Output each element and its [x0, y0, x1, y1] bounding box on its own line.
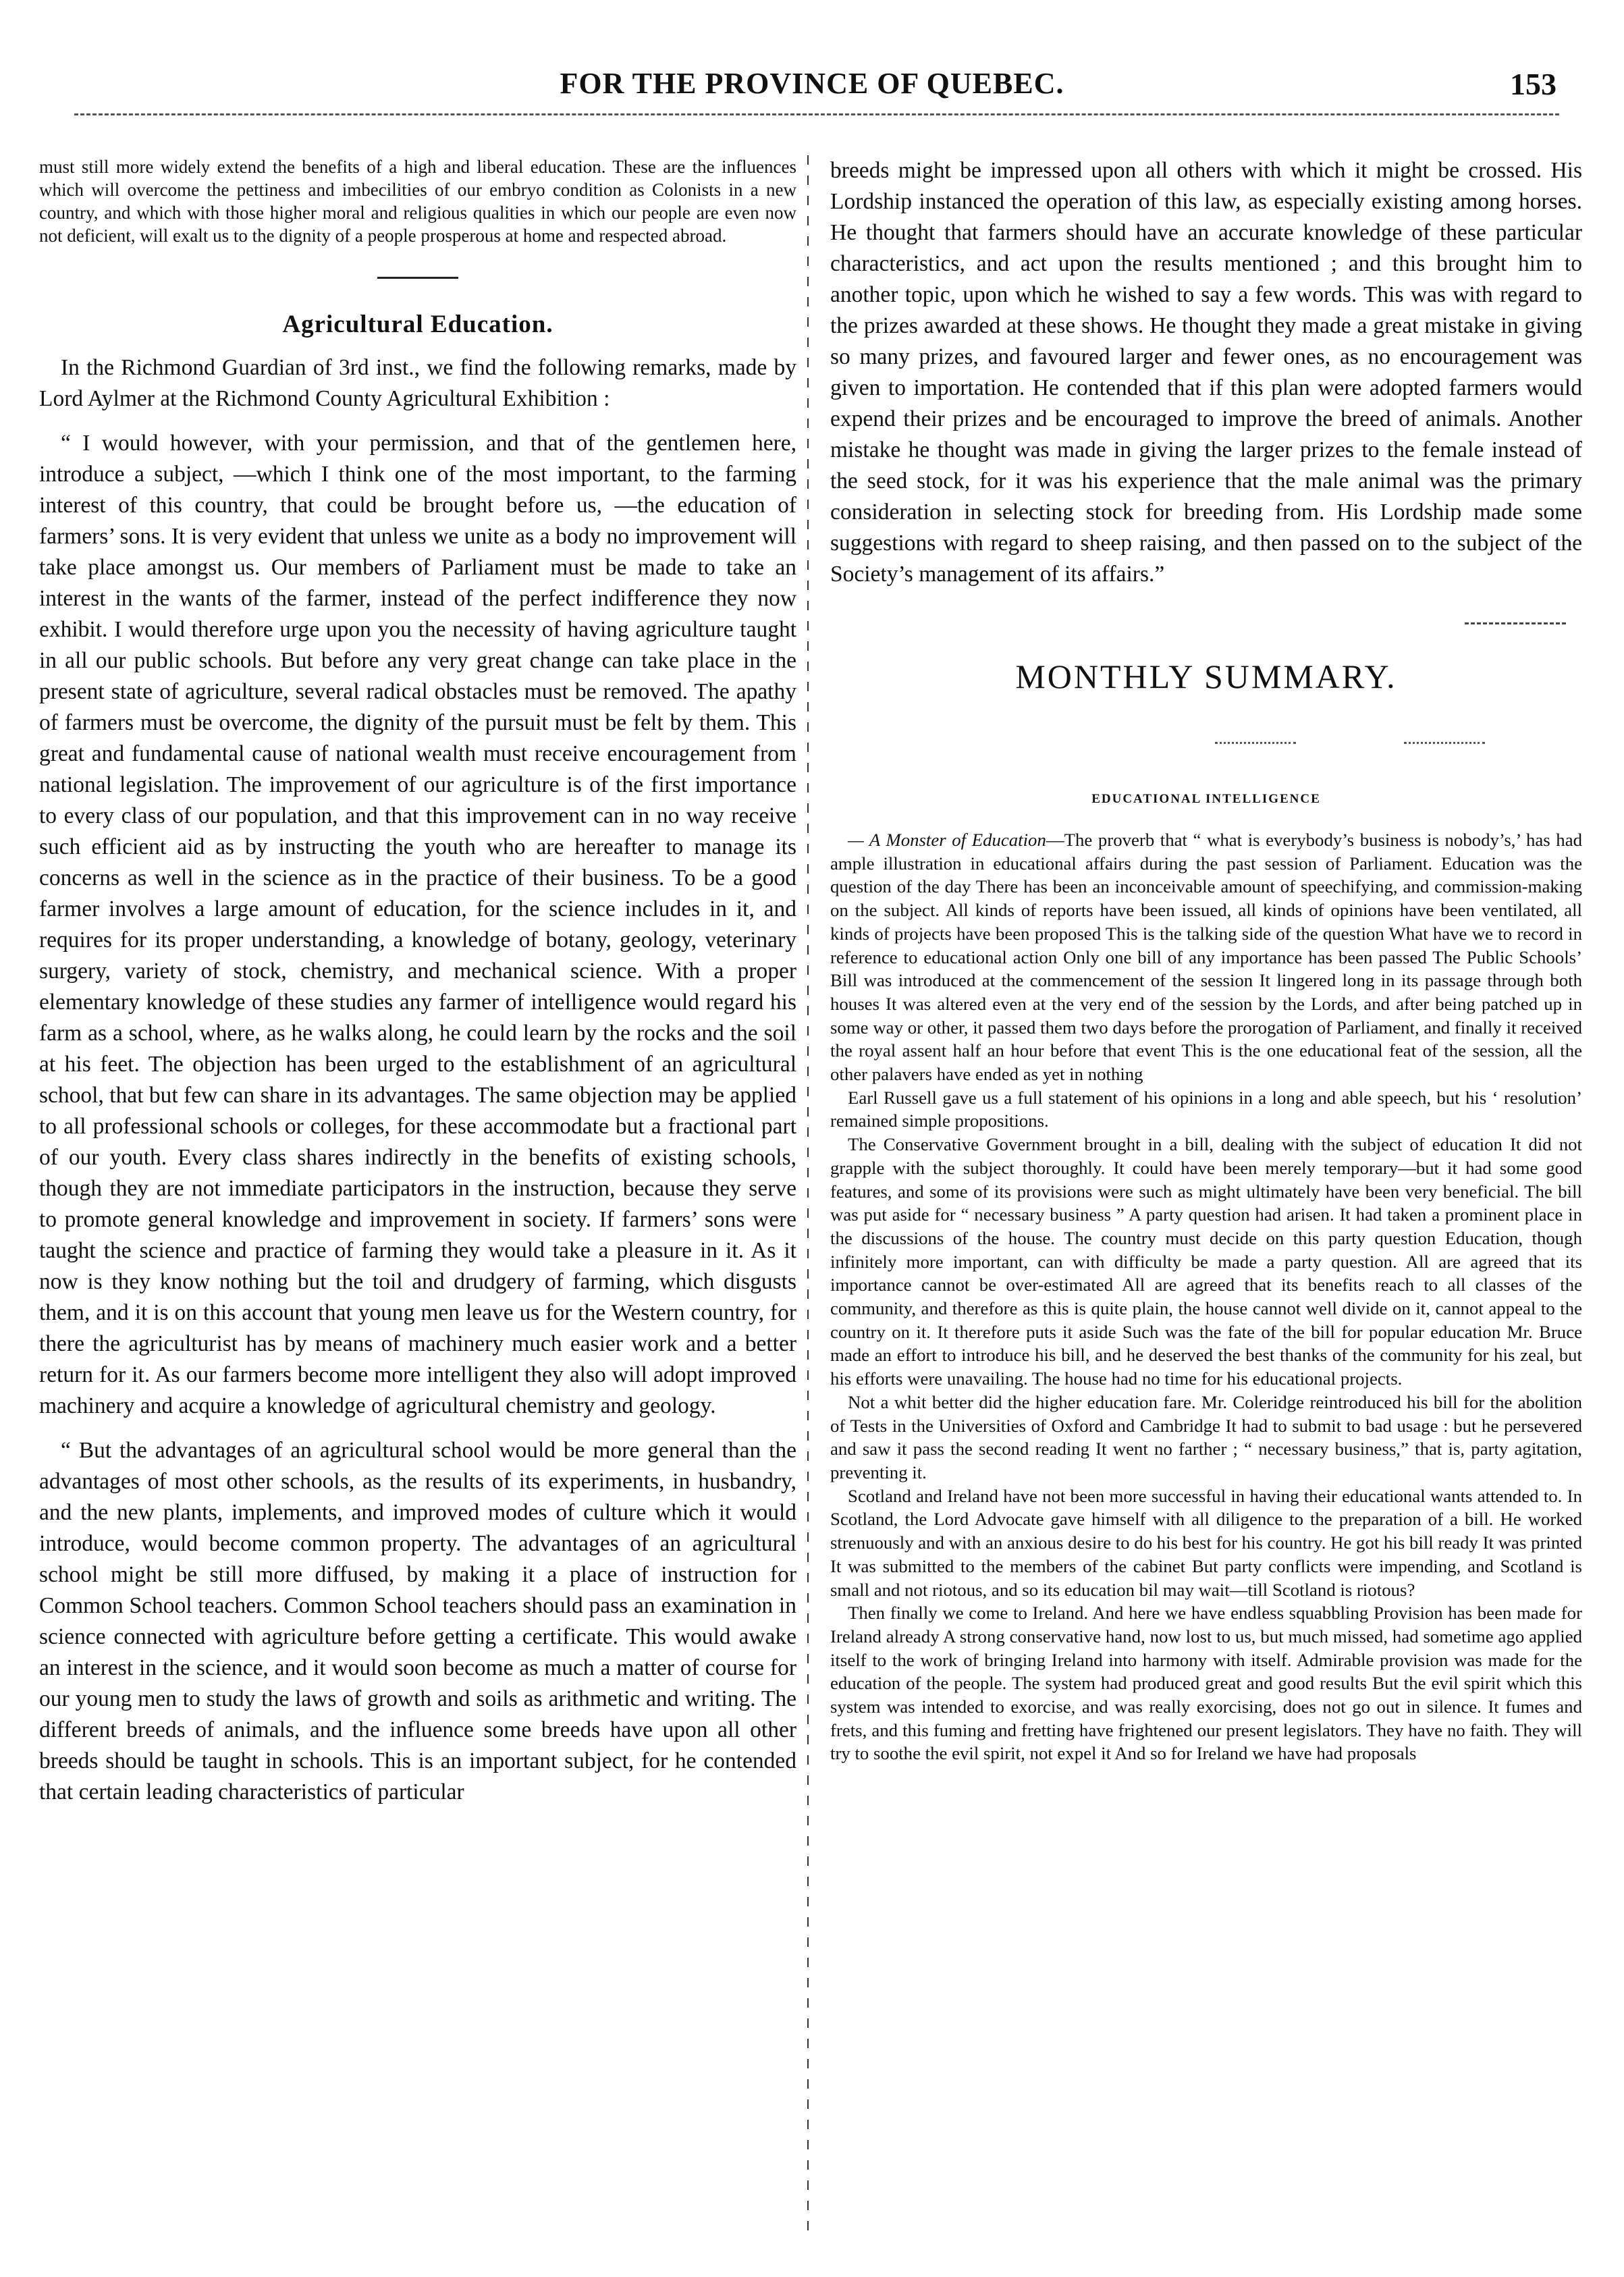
header-rule	[74, 113, 1559, 115]
continuation-paragraph: breeds might be impressed upon all others with which it might be crossed. His Lordship instanced the operation of this law, as especially existing among horses. He thought that farmers should have an accurate knowledge of these particular characteristics, and act upon the results mentioned ; and this brought him to another topic, upon which he wished to say a few words. This was with regard to the prizes awarded at these shows. He thought they made a great mistake in giving so many prizes, and favoured larger and fewer ones, as no encouragement was given to importation. He contended that if this plan were adopted farmers would expend their prizes and be encouraged to improve the breed of animals. Another mistake he thought was made in giving the larger prizes to the female instead of the seed stock, for it was his experience that the male animal was the primary consideration in selecting stock for breeding from. His Lordship made some suggestions with regard to sheep raising, and then passed on to the subject of the Society’s management of its affairs.”	[830, 158, 1582, 587]
ornamental-dots	[830, 736, 1582, 753]
left-column	[39, 155, 796, 1808]
page-number: 153	[1510, 67, 1557, 101]
section-divider	[377, 277, 458, 279]
summary-paragraph	[830, 828, 1582, 1086]
summary-paragraph: The Conservative Government brought in a bill, dealing with the subject of education It did not grapple with the subject thoroughly. It could have been merely temporary—but it had some good features, and some of its provisions were such as might ultimately have been very beneficial. The bill was put aside for “ necessary business ” A party question had arisen. It had taken a prominent place in the discussions of the house. The country must decide on this party question Education, though infinitely more important, can with difficulty be made a party question. All are agreed that its importance cannot be over-estimated All are agreed that its benefits reach to all classes of the community, and therefore as this is quite plain, the house cannot well divide on it, cannot appeal to the country on it. It therefore puts it aside Such was the fate of the bill for popular education Mr. Bruce made an effort to introduce his bill, and he deserved the best thanks of the community for his zeal, but his efforts were unavailing. The house had no time for his educational projects.	[830, 1134, 1582, 1389]
summary-paragraph: Earl Russell gave us a full statement of his opinions in a long and able speech, but his ‘ resolution’ remained simple propositions.	[830, 1087, 1582, 1131]
summary-paragraph: Scotland and Ireland have not been more successful in having their educational wants attended to. In Scotland, the Lord Advocate gave himself with all diligence to the preparation of a bill. He worked strenuously and with an anxious desire to do his best for his country. He got his bill ready It was printed It was submitted to the members of the cabinet But party conflicts were impending, and Scotland is small and not riotous, and so its education bil may wait—till Scotland is riotous?	[830, 1485, 1582, 1600]
section-heading: Agricultural Education.	[282, 311, 553, 338]
running-title: FOR THE PROVINCE OF QUEBEC.	[560, 67, 1064, 100]
column-divider	[807, 155, 809, 2241]
dashed-divider	[1465, 622, 1566, 624]
article-paragraph: “ I would however, with your permission, and that of the gentlemen here, introduce a subject, —which I think one of the most important, to the farming interest of this country, that could be brought before us, —the education of farmers’ sons. It is very evident that unless we unite as a body no improvement will take place amongst us. Our members of Parliament must be made to take an interest in the wants of the farmer, instead of the perfect indifference they now exhibit. I would therefore urge upon you the necessity of having agriculture taught in all our public schools. But before any very great change can take place in the present state of agriculture, several radical obstacles must be removed. The apathy of farmers must be overcome, the dignity of the pursuit must be felt by them. This great and fundamental cause of national wealth must receive encouragement from national legislation. The improvement of our agriculture is of the first importance to every class of our population, and that this improvement can in no way receive such efficient aid as by instructing the youth who are hereafter to manage its concerns as well in the science as in the practice of their business. To be a good farmer involves a large amount of education, for the science includes in it, and requires for its proper understanding, a knowledge of botany, geology, veterinary surgery, variety of stock, chemistry, and mechanical science. With a proper elementary knowledge of these studies any farmer of intelligence would regard his farm as a school, where, as he walks along, he could learn by the rocks and the soil at his feet. The objection has been urged to the establishment of an agricultural school, that but few can share in its advantages. The same objection may be applied to all professional schools or colleges, for these accommodate but a fractional part of our youth. Every class shares indirectly in the benefits of existing schools, though they are not immediate participators in the instruction, because they serve to promote general knowledge and improvement in society. If farmers’ sons were taught the science and practice of farming they would take a pleasure in it. As it now is they know nothing but the toil and drudgery of farming, which disgusts them, and it is on this account that young men leave us for the Western country, for there the agriculturist has by means of machinery much easier work and a better return for it. As our farmers become more intelligent they also will adopt improved machinery and acquire a knowledge of agricultural chemistry and geology.	[39, 431, 796, 1418]
summary-title: MONTHLY SUMMARY.	[1015, 658, 1397, 695]
article-paragraph: In the Richmond Guardian of 3rd inst., we find the following remarks, made by Lord Aylmer at the Richmond County Agricultural Exhibition :	[39, 355, 796, 411]
paragraph-body: —The proverb that “ what is everybody’s business is nobody’s,’ has had ample illustration in educational affairs during the past session of Parliament. Education was the question of the day There has been an inconceivable amount of speechifying, and commission-making on the subject. All kinds of reports have been issued, all kinds of opinions have been ventilated, all kinds of projects have been proposed This is the talking side of the question What have we to record in reference to educational action Only one bill of any importance has been passed The Public Schools’ Bill was introduced at the commencement of the session It lingered long in its passage through both houses It was altered even at the very end of the session by the Lords, and after being patched up in some way or other, it passed them two days before the prorogation of Parliament, and finally it received the royal assent half an hour before that event This is the one educational feat of the session, all the other palavers have ended as yet in nothing	[830, 830, 1583, 1085]
article-paragraph: “ But the advantages of an agricultural school would be more general than the advantages of most other schools, as the results of its experiments, in husbandry, and the new plants, implements, and improved modes of culture which it would introduce, would become common property. The advantages of an agricultural school might be still more diffused, by making it a place of instruction for Common School teachers. Common School teachers should pass an examination in science connected with agriculture before getting a certificate. This would awake an interest in the science, and it would soon become as much a matter of course for our young men to study the laws of growth and soils as arithmetic and writing. The different breeds of animals, and the influence some breeds have upon all other breeds should be taught in schools. This is an important subject, for he contended that certain leading characteristics of particular	[39, 1438, 796, 1804]
summary-paragraph: Not a whit better did the higher education fare. Mr. Coleridge reintroduced his bill for the abolition of Tests in the Universities of Oxford and Cambridge It had to submit to bad usage : but he persevered and saw it pass the second reading It went no farther ; “ necessary business,” that is, party agitation, preventing it.	[830, 1391, 1582, 1482]
right-column	[830, 155, 1582, 1765]
lead-italic: — A Monster of Education	[848, 830, 1046, 850]
intro-paragraph: must still more widely extend the benefits of a high and liberal education. These are the influences which will overcome the pettiness and imbecilities of our embryo condition as Colonists in a new country, and which with those higher moral and religious qualities in which our people are even now not deficient, will exalt us to the dignity of a people prosperous at home and respected abroad.	[39, 157, 796, 246]
subheading: EDUCATIONAL INTELLIGENCE	[1091, 792, 1321, 806]
page-header	[0, 66, 1624, 107]
summary-paragraph: Then finally we come to Ireland. And here we have endless squabbling Provision has been made for Ireland already A strong conservative hand, now lost to us, but much missed, had sometime ago applied itself to the work of bringing Ireland into harmony with itself. Admirable provision was made for the education of the people. The system had produced great and good results But the evil spirit which this system was intended to exorcise, and was really exorcising, does not go out in silence. It fumes and frets, and this fuming and fretting have frightened our present legislators. They have no faith. They will try to soothe the evil spirit, not expel it And so for Ireland we have had proposals	[830, 1603, 1582, 1764]
